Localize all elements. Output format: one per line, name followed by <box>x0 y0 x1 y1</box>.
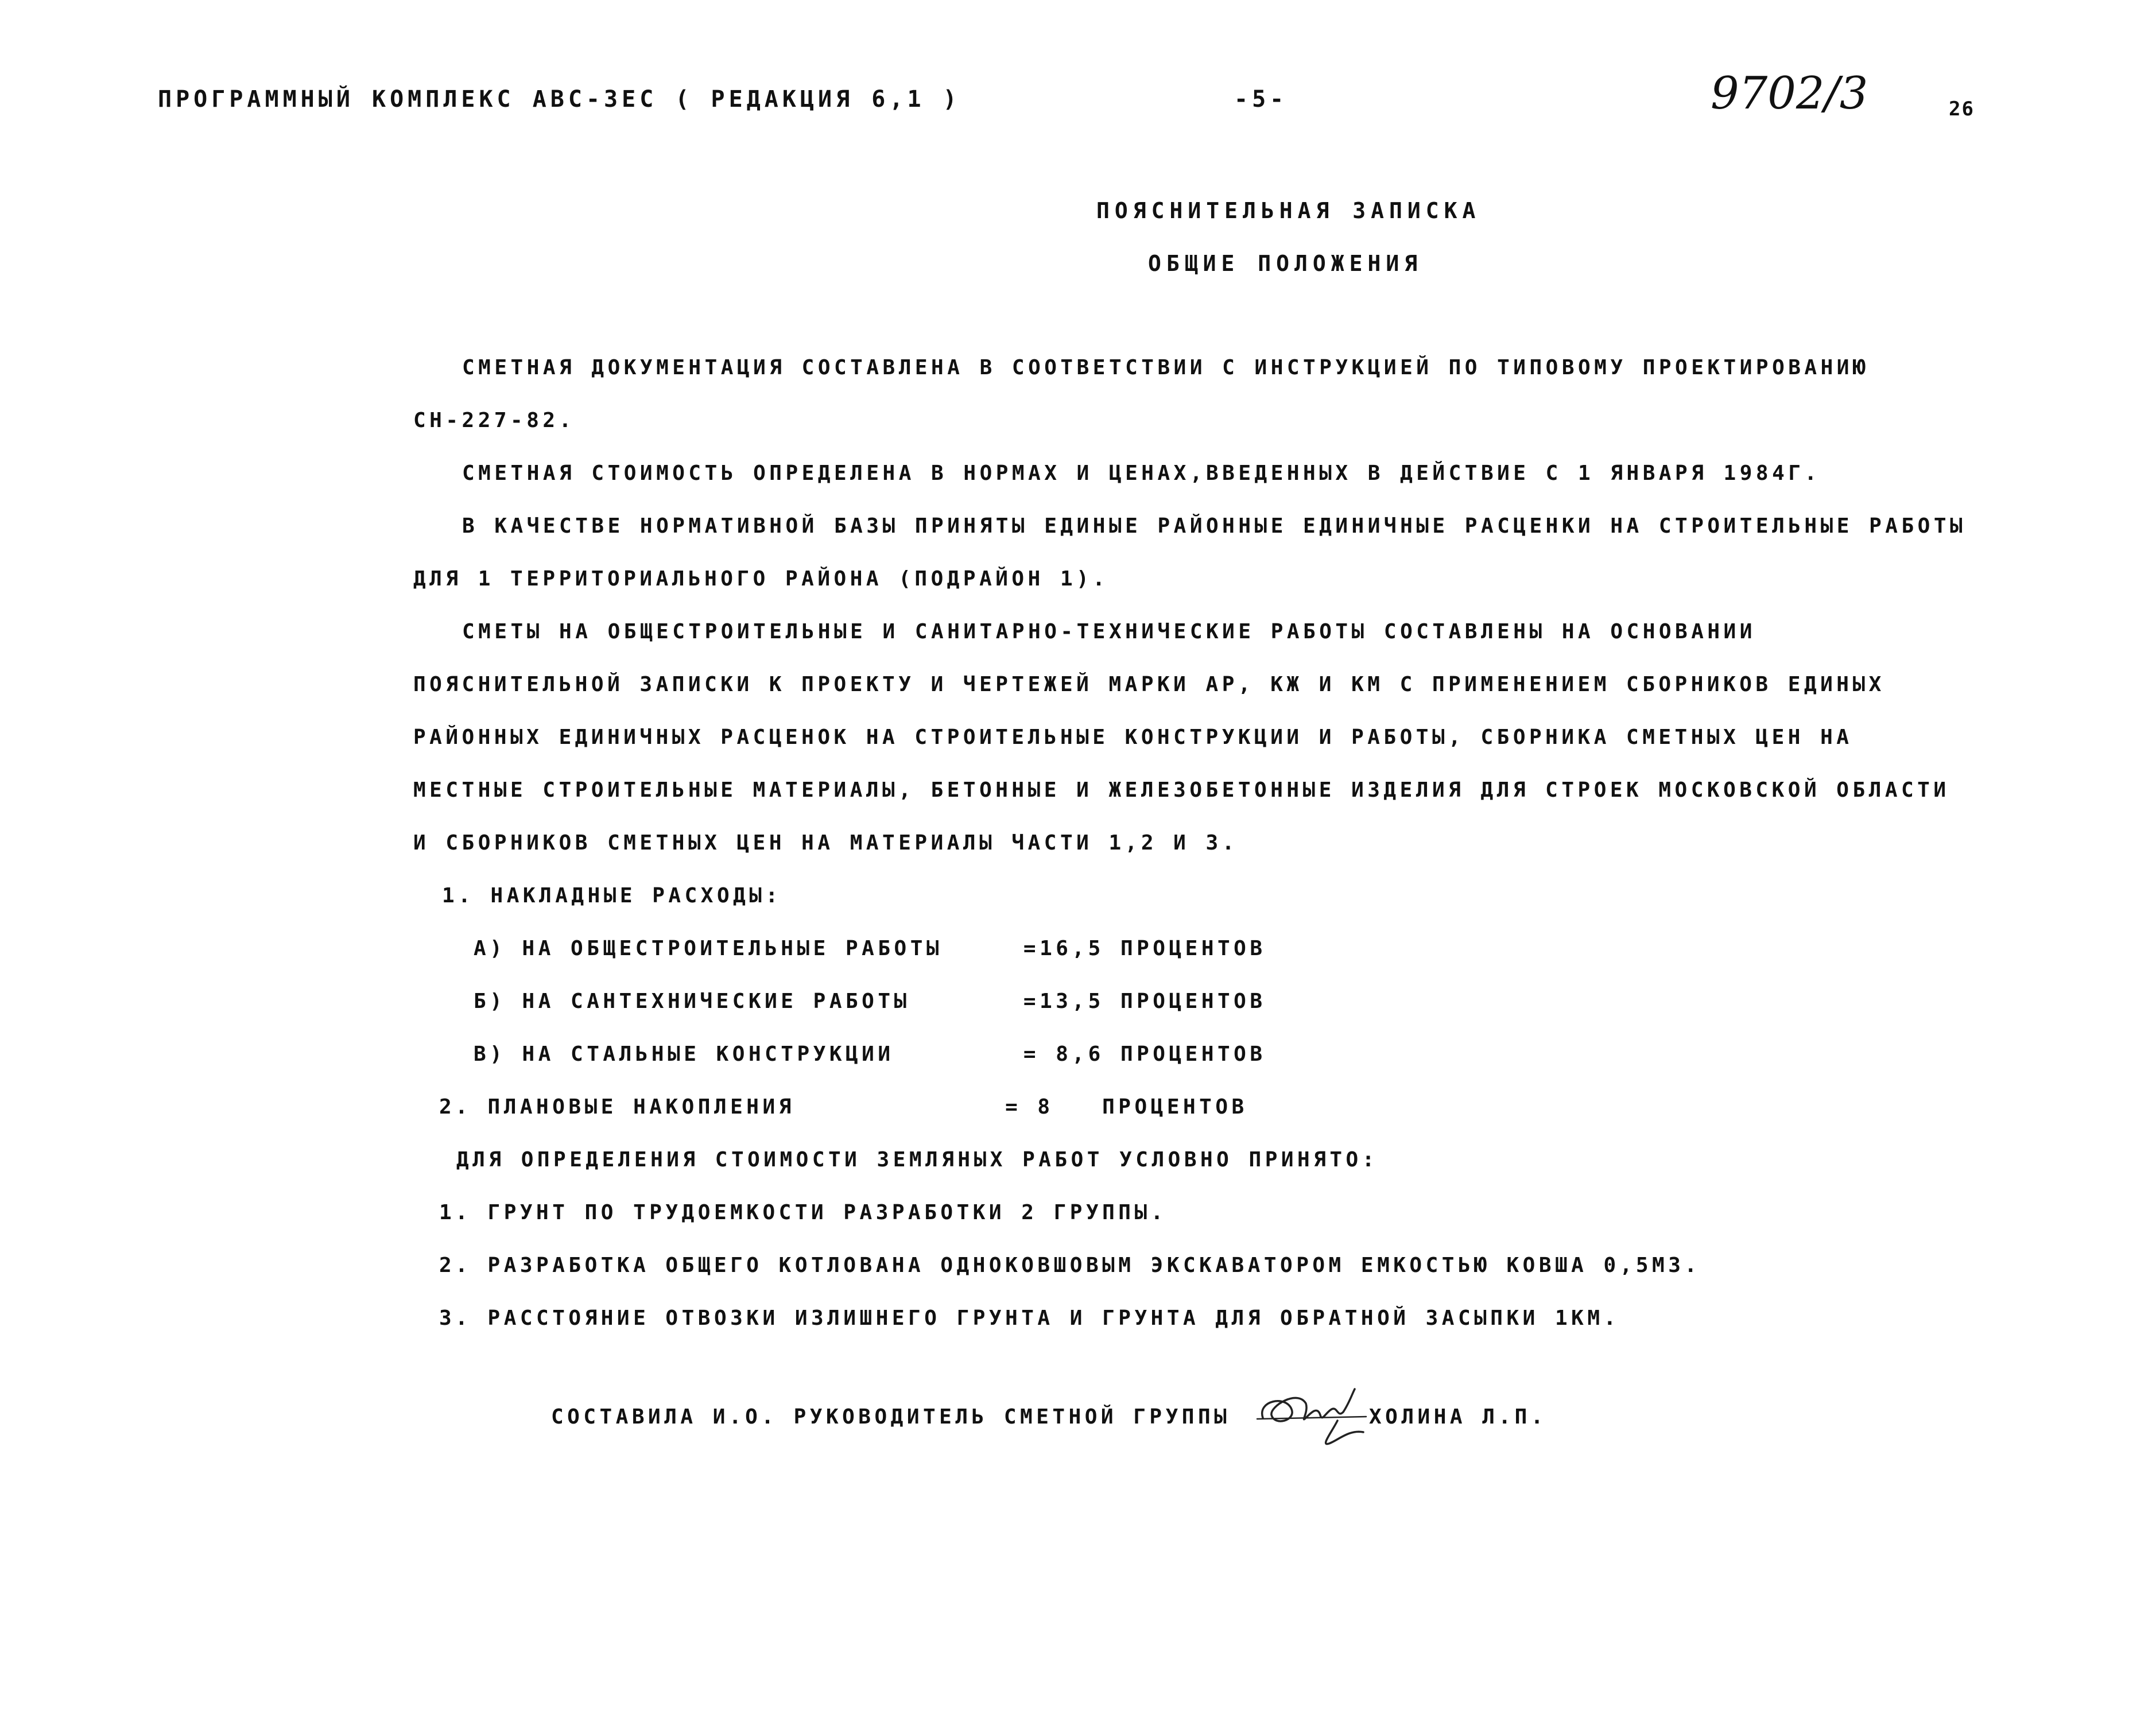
paragraph-3-line-2: ДЛЯ 1 ТЕРРИТОРИАЛЬНОГО РАЙОНА (ПОДРАЙОН 1). <box>413 567 1109 591</box>
page-marker: -5- <box>1234 86 1288 113</box>
earthworks-heading: ДЛЯ ОПРЕДЕЛЕНИЯ СТОИМОСТИ ЗЕМЛЯНЫХ РАБОТ УСЛОВНО ПРИНЯТО: <box>456 1148 1378 1172</box>
paragraph-1-line-2: СН-227-82. <box>413 409 575 432</box>
document-subtitle: ОБЩИЕ ПОЛОЖЕНИЯ <box>1148 251 1423 276</box>
planned-savings: 2. ПЛАНОВЫЕ НАКОПЛЕНИЯ = 8 ПРОЦЕНТОВ <box>439 1095 1248 1119</box>
paragraph-4-line-5: И СБОРНИКОВ СМЕТНЫХ ЦЕН НА МАТЕРИАЛЫ ЧАСТИ 1,2 И 3. <box>413 831 1238 855</box>
signoff-name: ХОЛИНА Л.П. <box>1369 1405 1547 1429</box>
paragraph-1-line-1: СМЕТНАЯ ДОКУМЕНТАЦИЯ СОСТАВЛЕНА В СООТВЕТСТВИИ С ИНСТРУКЦИЕЙ ПО ТИПОВОМУ ПРОЕКТИРОВАНИЮ <box>462 356 1870 379</box>
program-header: ПРОГРАММНЫЙ КОМПЛЕКС АВС-ЗЕС ( РЕДАКЦИЯ 6,1 ) <box>158 86 961 113</box>
earthworks-item-2: 2. РАЗРАБОТКА ОБЩЕГО КОТЛОВАНА ОДНОКОВШОВЫМ ЭКСКАВАТОРОМ ЕМКОСТЬЮ КОВША 0,5М3. <box>439 1254 1701 1277</box>
overhead-item-b: Б) НА САНТЕХНИЧЕСКИЕ РАБОТЫ =13,5 ПРОЦЕНТОВ <box>474 990 1266 1013</box>
document-number: 9702/3 <box>1711 68 1868 119</box>
signature <box>1251 1378 1378 1452</box>
document-title: ПОЯСНИТЕЛЬНАЯ ЗАПИСКА <box>1096 198 1481 223</box>
paragraph-3-line-1: В КАЧЕСТВЕ НОРМАТИВНОЙ БАЗЫ ПРИНЯТЫ ЕДИНЫЕ РАЙОННЫЕ ЕДИНИЧНЫЕ РАСЦЕНКИ НА СТРОИТЕЛЬНЫЕ РАБОТЫ <box>462 514 1967 538</box>
paragraph-4-line-3: РАЙОННЫХ ЕДИНИЧНЫХ РАСЦЕНОК НА СТРОИТЕЛЬНЫЕ КОНСТРУКЦИИ И РАБОТЫ, СБОРНИКА СМЕТНЫХ ЦЕН НА <box>413 726 1853 749</box>
signoff-prefix: СОСТАВИЛА И.О. РУКОВОДИТЕЛЬ СМЕТНОЙ ГРУППЫ <box>551 1405 1231 1429</box>
paragraph-4-line-1: СМЕТЫ НА ОБЩЕСТРОИТЕЛЬНЫЕ И САНИТАРНО-ТЕХНИЧЕСКИЕ РАБОТЫ СОСТАВЛЕНЫ НА ОСНОВАНИИ <box>462 620 1756 643</box>
overhead-heading: 1. НАКЛАДНЫЕ РАСХОДЫ: <box>442 884 782 907</box>
paragraph-2: СМЕТНАЯ СТОИМОСТЬ ОПРЕДЕЛЕНА В НОРМАХ И ЦЕНАХ,ВВЕДЕННЫХ В ДЕЙСТВИЕ С 1 ЯНВАРЯ 1984Г. <box>462 461 1821 485</box>
paragraph-4-line-2: ПОЯСНИТЕЛЬНОЙ ЗАПИСКИ К ПРОЕКТУ И ЧЕРТЕЖЕЙ МАРКИ АР, КЖ И КМ С ПРИМЕНЕНИЕМ СБОРНИКОВ ЕДИНЫХ <box>413 673 1885 696</box>
paragraph-4-line-4: МЕСТНЫЕ СТРОИТЕЛЬНЫЕ МАТЕРИАЛЫ, БЕТОННЫЕ И ЖЕЛЕЗОБЕТОННЫЕ ИЗДЕЛИЯ ДЛЯ СТРОЕК МОСКОВСКОЙ ОБЛАСТИ <box>413 778 1950 802</box>
earthworks-item-1: 1. ГРУНТ ПО ТРУДОЕМКОСТИ РАЗРАБОТКИ 2 ГРУППЫ. <box>439 1201 1167 1224</box>
sheet-number: 26 <box>1949 98 1975 121</box>
overhead-item-a: А) НА ОБЩЕСТРОИТЕЛЬНЫЕ РАБОТЫ =16,5 ПРОЦЕНТОВ <box>474 937 1266 960</box>
earthworks-item-3: 3. РАССТОЯНИЕ ОТВОЗКИ ИЗЛИШНЕГО ГРУНТА И ГРУНТА ДЛЯ ОБРАТНОЙ ЗАСЫПКИ 1КМ. <box>439 1306 1620 1330</box>
overhead-item-c: В) НА СТАЛЬНЫЕ КОНСТРУКЦИИ = 8,6 ПРОЦЕНТОВ <box>474 1042 1266 1066</box>
